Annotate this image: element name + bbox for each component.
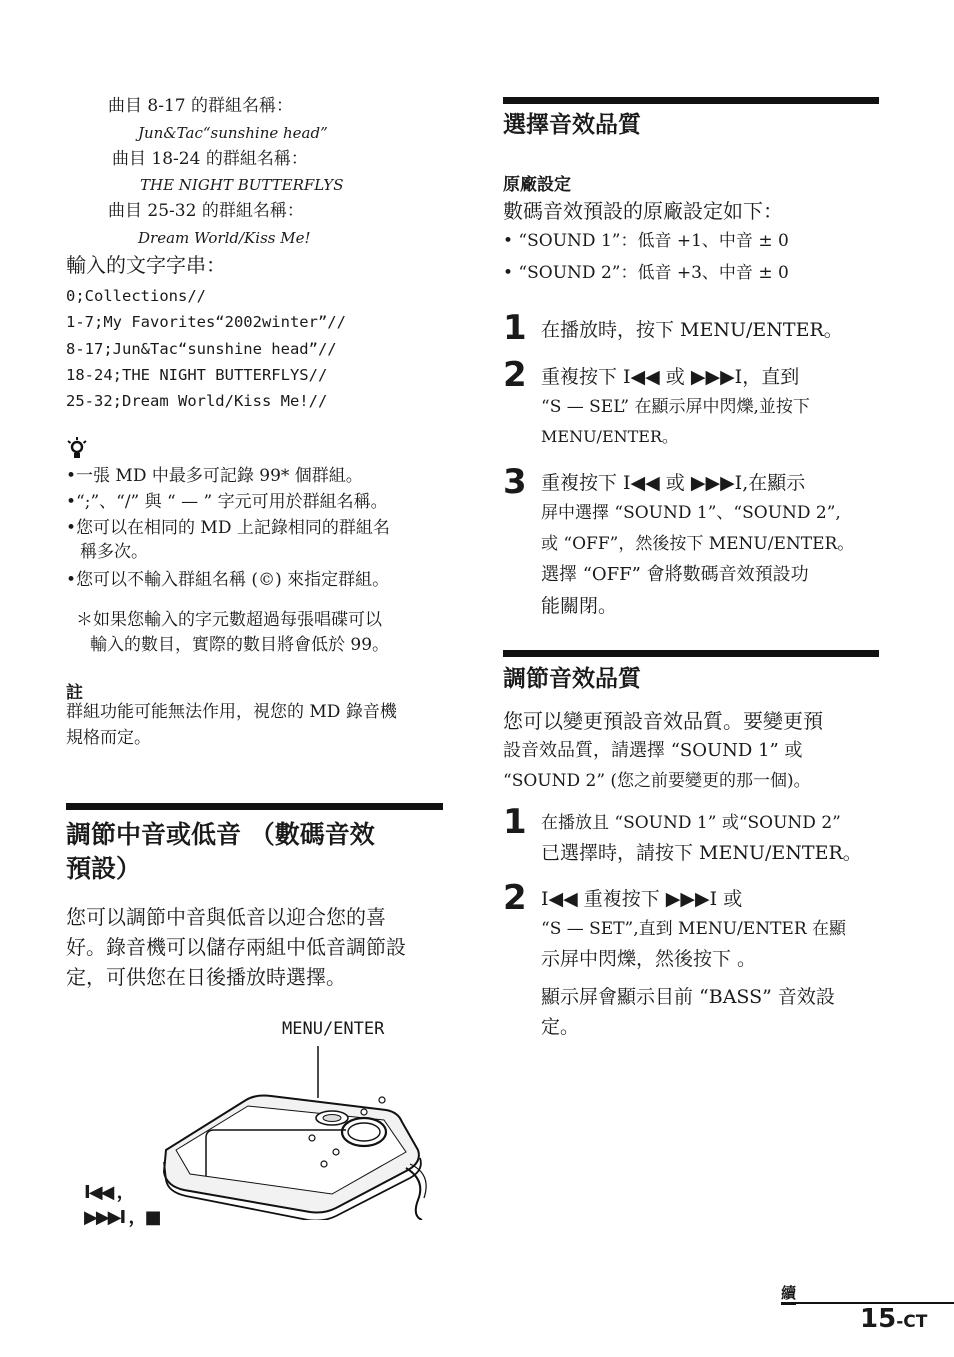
input-line-5: 25-32;Dream World/Kiss Me!// (66, 392, 328, 410)
group-value-1: Jun&Tac“sunshine head” (138, 124, 328, 142)
group-label-3: 曲目 25-32 的群組名稱： (108, 201, 304, 221)
section2-title: 調節音效品質 (503, 666, 641, 692)
step3-line-2: 屏中選擇 “SOUND 1”、“SOUND 2”, (541, 503, 841, 523)
tip-4: •您可以不輸入群組名稱 (©) 來指定群組。 (66, 570, 390, 590)
tip-1: •一張 MD 中最多可記錄 99* 個群組。 (66, 466, 363, 486)
input-line-4: 18-24;THE NIGHT BUTTERFLYS// (66, 366, 328, 384)
factory-bullet-2: • “SOUND 2”：低音 +3、中音 ± 0 (503, 263, 789, 283)
step2-line-1: 重複按下 I◀◀ 或 ▶▶▶I，直到 (541, 366, 800, 388)
step3-line-4: 選擇 “OFF” 會將數碼音效預設功 (541, 564, 809, 585)
note-line-2: 規格而定。 (66, 728, 151, 748)
section2-body-3: “SOUND 2” (您之前要變更的那一個)。 (503, 771, 811, 791)
input-string-label: 輸入的文字字串： (66, 253, 226, 277)
section-body-1: 您可以調節中音與低音以迎合您的喜 (66, 905, 386, 929)
figure-label-menu-enter: MENU/ENTER (282, 1019, 385, 1039)
tip-2: •“;”、“/” 與 “ — ” 字元可用於群組名稱。 (66, 492, 388, 512)
md-recorder-illustration (136, 1040, 446, 1220)
factory-title: 原廠設定 (503, 175, 571, 195)
adjust-step1-number: 1 (503, 802, 527, 842)
input-line-1: 0;Collections// (66, 287, 206, 305)
factory-intro: 數碼音效預設的原廠設定如下： (503, 199, 783, 223)
step2-number: 2 (503, 355, 527, 395)
step2-line-2: “S — SEL” 在顯示屏中閃爍,並按下 (541, 397, 810, 417)
section-title-line-1: 調節中音或低音 （數碼音效 (66, 820, 375, 849)
step2-line-3: MENU/ENTER。 (541, 427, 679, 446)
adjust-step1-line-1: 在播放且 “SOUND 1” 或“SOUND 2” (541, 813, 841, 833)
tip-3: •您可以在相同的 MD 上記錄相同的群組名 (66, 518, 390, 538)
group-label-1: 曲目 8-17 的群組名稱： (108, 96, 293, 116)
group-label-2: 曲目 18-24 的群組名稱： (112, 149, 308, 169)
section-body-3: 定，可供您在日後播放時選擇。 (66, 965, 346, 989)
footnote-1: ＊如果您輸入的字元數超過每張唱碟可以 (76, 610, 382, 630)
group-value-3: Dream World/Kiss Me! (138, 229, 311, 247)
footer-rule (781, 1302, 954, 1304)
page-number-digits: 15 (860, 1304, 897, 1334)
figure-label-prev: I◀◀ ， (84, 1182, 133, 1203)
adjust-step2-number: 2 (503, 878, 527, 918)
adjust-step2-line-2: “S — SET”,直到 MENU/ENTER 在顯 (541, 919, 847, 939)
input-line-2: 1-7;My Favorites“2002winter”// (66, 313, 346, 331)
section1-title: 選擇音效品質 (503, 112, 641, 138)
step1-number: 1 (503, 308, 527, 348)
step1-line-1: 在播放時，按下 MENU/ENTER。 (541, 319, 843, 341)
step3-line-3: 或 “OFF”，然後按下 MENU/ENTER。 (541, 534, 855, 554)
figure-label-next-stop: ▶▶▶I ，■ (84, 1207, 160, 1228)
section-title-line-2: 預設） (66, 854, 142, 883)
step3-line-1: 重複按下 I◀◀ 或 ▶▶▶I,在顯示 (541, 472, 806, 494)
section2-rule (503, 650, 879, 657)
section-body-2: 好。錄音機可以儲存兩組中低音調節設 (66, 935, 406, 959)
adjust-step1-line-2: 已選擇時，請按下 MENU/ENTER。 (541, 842, 862, 864)
step3-number: 3 (503, 462, 527, 502)
input-line-3: 8-17;Jun&Tac“sunshine head”// (66, 340, 337, 358)
note-title: 註 (66, 683, 83, 703)
section2-body-2: 設音效品質，請選擇 “SOUND 1” 或 (503, 740, 803, 761)
section-rule (66, 803, 443, 810)
tip-3-cont: 稱多次。 (80, 542, 148, 562)
page-number-suffix: -CT (896, 1312, 928, 1332)
section2-body-1: 您可以變更預設音效品質。要變更預 (503, 709, 823, 733)
note-line-1: 群組功能可能無法作用，視您的 MD 錄音機 (66, 702, 397, 722)
step3-line-5: 能關閉。 (541, 595, 618, 617)
section1-rule (503, 97, 879, 104)
adjust-step2-line-1: I◀◀ 重複按下 ▶▶▶I 或 (541, 888, 743, 910)
adjust-step2-line-4: 顯示屏會顯示目前 “BASS” 音效設 (541, 986, 835, 1008)
adjust-step2-line-5: 定。 (541, 1016, 580, 1038)
lightbulb-icon (66, 436, 90, 462)
group-value-2: THE NIGHT BUTTERFLYS (140, 176, 344, 194)
footnote-2: 輸入的數目，實際的數目將會低於 99。 (90, 635, 390, 655)
continued-marker: 續 (781, 1282, 796, 1305)
page-number (860, 1304, 927, 1334)
adjust-step2-line-3: 示屏中閃爍，然後按下 。 (541, 948, 757, 970)
factory-bullet-1: • “SOUND 1”：低音 +1、中音 ± 0 (503, 231, 789, 251)
